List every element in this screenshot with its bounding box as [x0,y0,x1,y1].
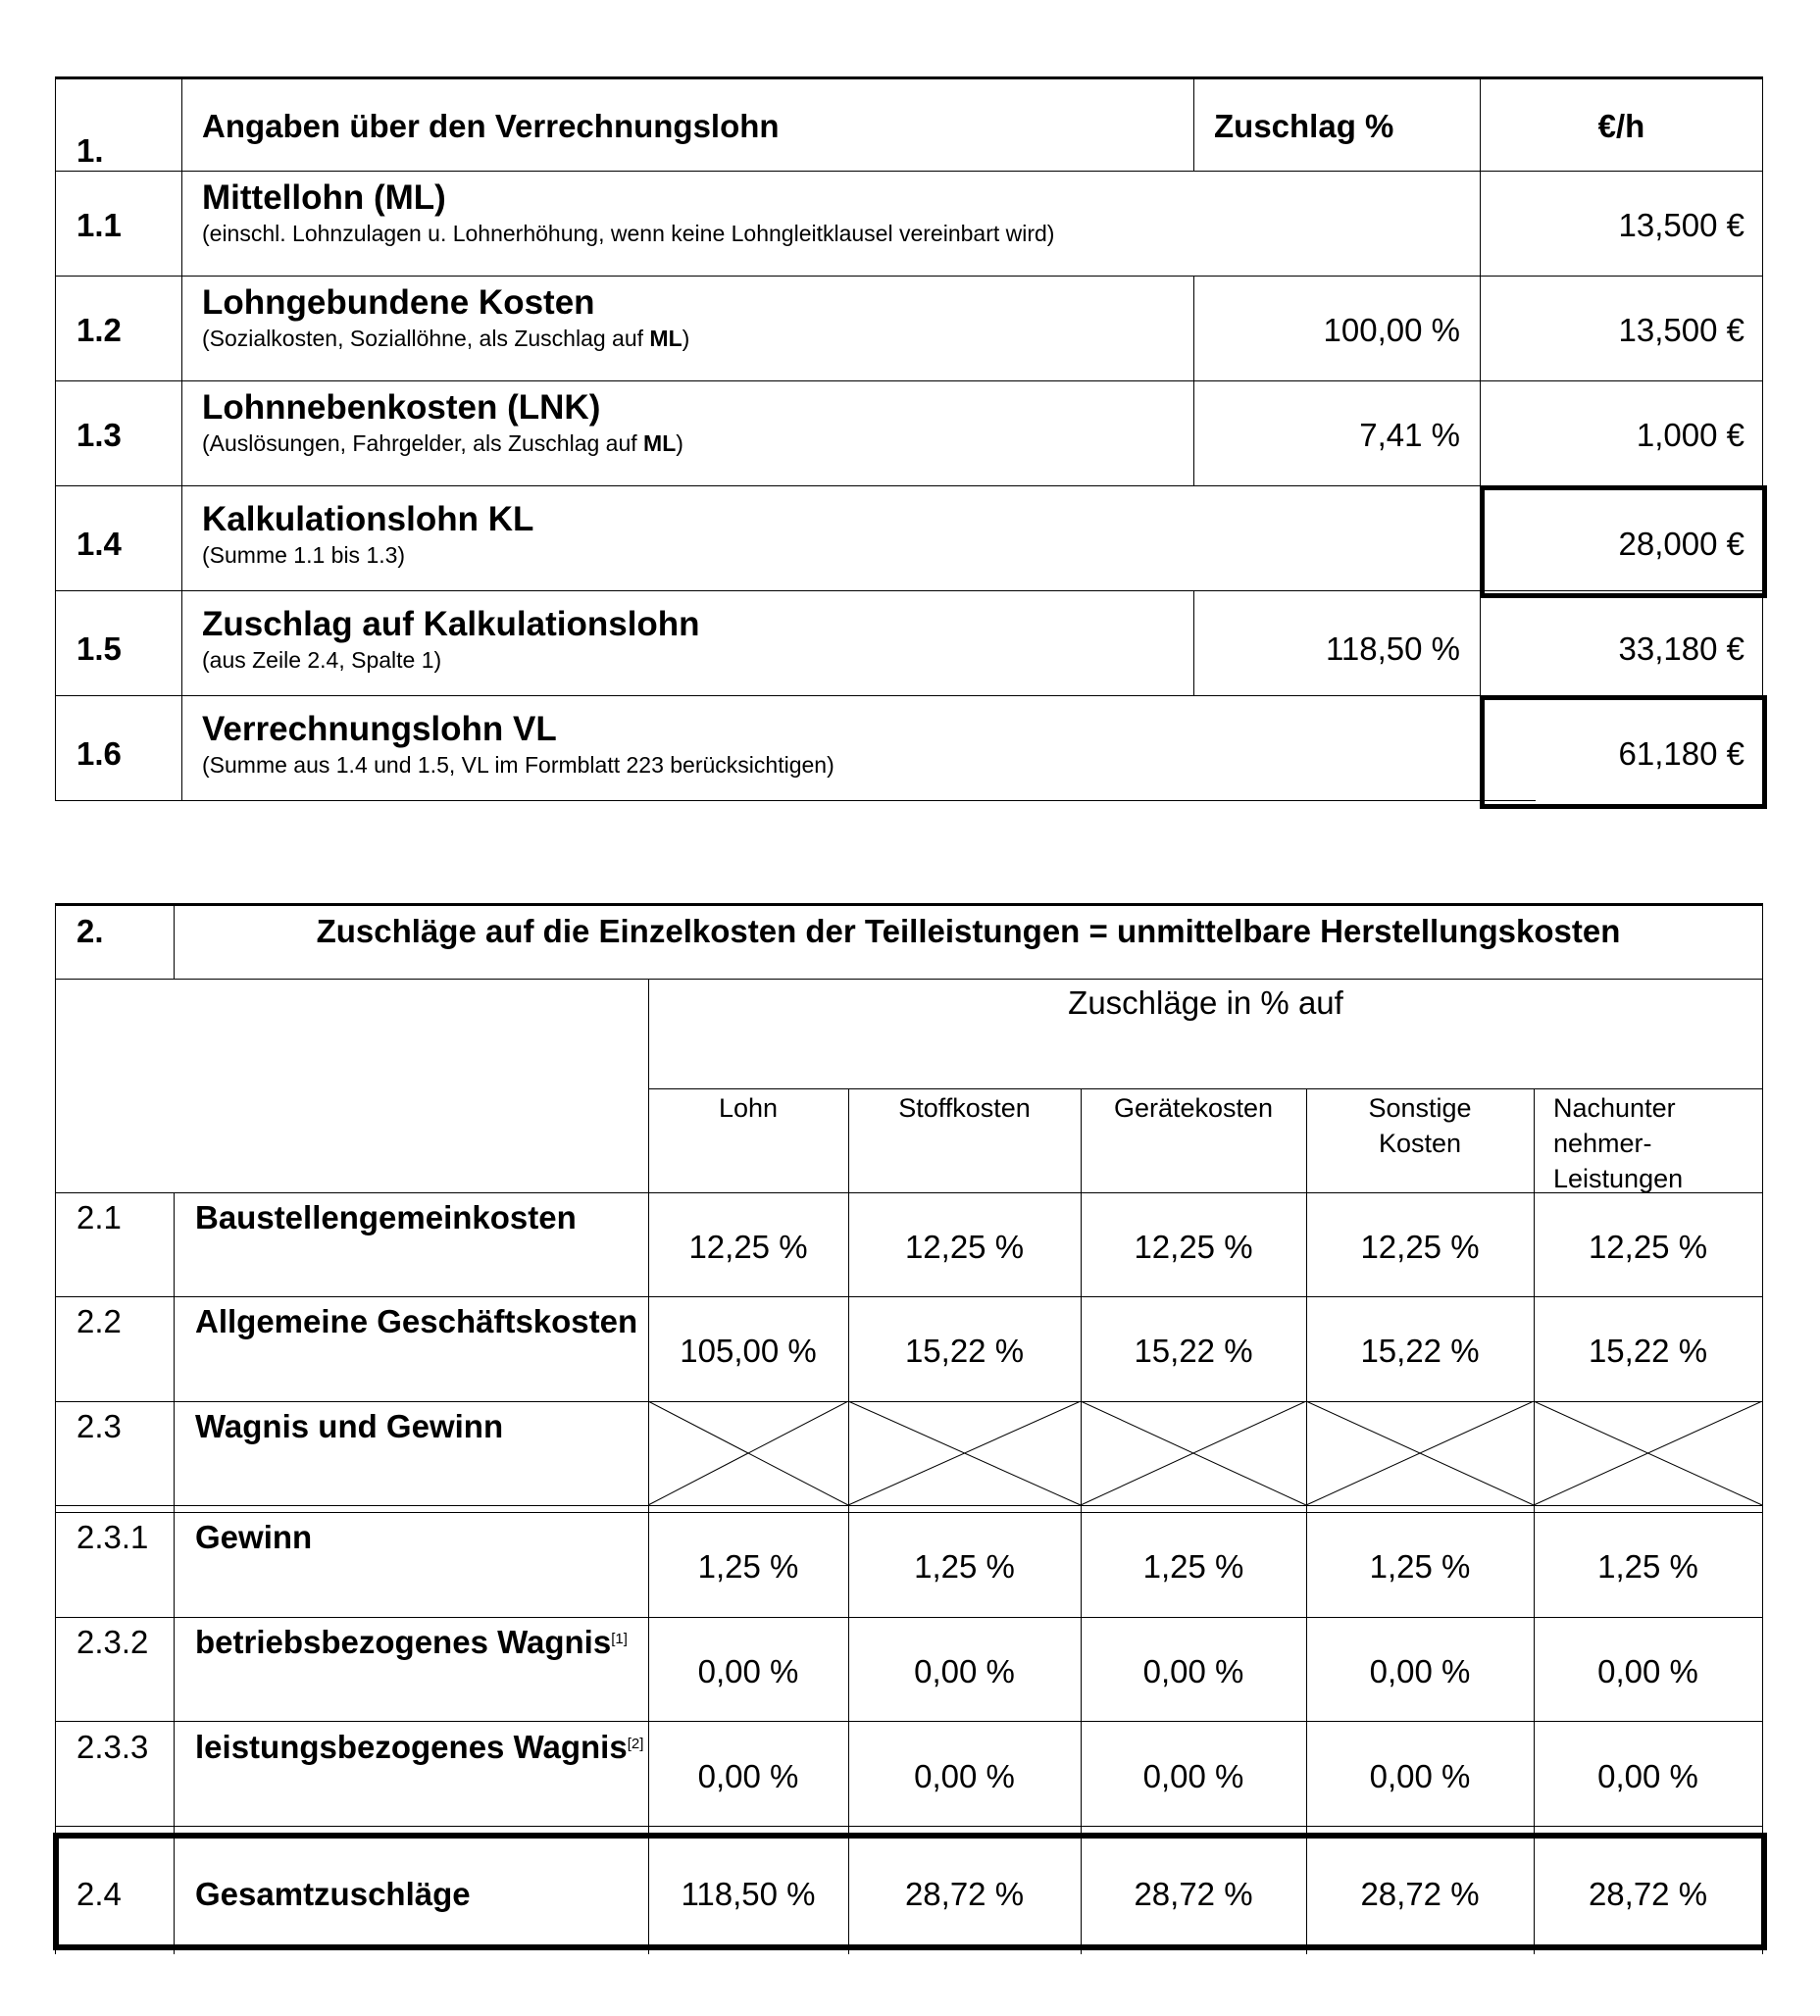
column-header-geraetekosten: Gerätekosten [1113,1093,1274,1123]
row-title: Kalkulationslohn KL [202,500,534,538]
column-header-rate: €/h [1597,108,1645,144]
row-title: Zuschlag auf Kalkulationslohn [202,605,700,643]
value-lohn: 0,00 % [697,1653,799,1689]
row-title: Mittellohn (ML) [202,178,446,217]
row-label: Baustellengemeinkosten [195,1199,577,1235]
column-header-percent: Zuschlag % [1214,108,1394,144]
row-number: 2.3.1 [76,1519,149,1555]
value-geraetekosten: 28,72 % [1134,1876,1253,1912]
value-stoffkosten: 1,25 % [914,1548,1015,1585]
row-number: 1.5 [76,630,122,667]
row-number: 1.4 [76,526,122,562]
value-nachunternehmer: 1,25 % [1597,1548,1698,1585]
value-stoffkosten: 0,00 % [914,1758,1015,1794]
value-lohn: 118,50 % [681,1876,816,1912]
row-subtitle: (Sozialkosten, Soziallöhne, als Zuschlag auf ML) [202,326,690,351]
value-stoffkosten: 28,72 % [904,1876,1025,1912]
section-title: Angaben über den Verrechnungslohn [202,108,780,144]
value-nachunternehmer: 15,22 % [1588,1333,1708,1369]
value-sonstige-kosten: 28,72 % [1360,1876,1480,1912]
section-number: 1. [76,132,104,169]
value-geraetekosten: 12,25 % [1134,1229,1253,1265]
footnote-marker[interactable]: [2] [627,1736,644,1752]
row-number: 2.4 [76,1876,122,1912]
row-number: 2.3 [76,1408,122,1444]
row-number: 2.3.3 [76,1729,149,1765]
row-label: Gesamtzuschläge [195,1876,471,1912]
row-number: 1.6 [76,735,122,772]
rate-value: 13,500 € [1618,312,1744,348]
value-nachunternehmer: 12,25 % [1588,1229,1708,1265]
row-subtitle: (Summe aus 1.4 und 1.5, VL im Formblatt 223 berücksichtigen) [202,752,834,778]
row-label: betriebsbezogenes Wagnis[1] [195,1624,628,1660]
percent-value: 118,50 % [1326,630,1460,667]
row-subtitle: (aus Zeile 2.4, Spalte 1) [202,647,442,673]
value-sonstige-kosten: 1,25 % [1369,1548,1471,1585]
value-lohn: 105,00 % [680,1333,817,1369]
section-number: 2. [76,913,104,949]
rate-value: 28,000 € [1618,526,1744,562]
percent-value: 7,41 % [1359,417,1460,453]
column-header-sonstige-kosten: Sonstige Kosten [1368,1093,1472,1158]
value-stoffkosten: 0,00 % [914,1653,1015,1689]
row-number: 1.3 [76,417,122,453]
row-number: 2.2 [76,1303,122,1339]
row-title: Lohngebundene Kosten [202,283,595,322]
value-sonstige-kosten: 0,00 % [1369,1758,1471,1794]
value-nachunternehmer: 0,00 % [1597,1653,1698,1689]
value-geraetekosten: 0,00 % [1142,1758,1244,1794]
value-lohn: 1,25 % [697,1548,799,1585]
value-stoffkosten: 12,25 % [904,1229,1025,1265]
crossed-out-cells [648,1401,1763,1506]
value-nachunternehmer: 0,00 % [1597,1758,1698,1794]
percent-value: 100,00 % [1323,312,1460,348]
rate-value: 13,500 € [1618,207,1744,243]
row-number: 1.1 [76,207,122,243]
column-header-stoffkosten: Stoffkosten [898,1093,1031,1123]
row-label: Allgemeine Geschäftskosten [195,1303,638,1339]
value-lohn: 0,00 % [697,1758,799,1794]
rate-value: 33,180 € [1618,630,1744,667]
section-title: Zuschläge auf die Einzelkosten der Teilleistungen = unmittelbare Herstellungskosten [316,913,1621,949]
row-label: Wagnis und Gewinn [195,1408,504,1444]
row-subtitle: (einschl. Lohnzulagen u. Lohnerhöhung, wenn keine Lohngleitklausel vereinbart wird) [202,221,1055,246]
row-title: Lohnnebenkosten (LNK) [202,388,601,427]
value-geraetekosten: 1,25 % [1142,1548,1244,1585]
value-geraetekosten: 0,00 % [1142,1653,1244,1689]
footnote-marker[interactable]: [1] [611,1631,628,1647]
value-sonstige-kosten: 15,22 % [1360,1333,1480,1369]
value-nachunternehmer: 28,72 % [1588,1876,1708,1912]
column-header-lohn: Lohn [718,1093,779,1123]
row-label: leistungsbezogenes Wagnis[2] [195,1729,644,1765]
value-sonstige-kosten: 0,00 % [1369,1653,1471,1689]
row-number: 2.3.2 [76,1624,149,1660]
value-sonstige-kosten: 12,25 % [1360,1229,1480,1265]
value-stoffkosten: 15,22 % [904,1333,1025,1369]
value-geraetekosten: 15,22 % [1134,1333,1253,1369]
rate-value: 1,000 € [1636,417,1744,453]
row-label: Gewinn [195,1519,313,1555]
row-subtitle: (Auslösungen, Fahrgelder, als Zuschlag auf ML) [202,430,683,456]
row-subtitle: (Summe 1.1 bis 1.3) [202,542,406,568]
rate-value: 61,180 € [1618,735,1744,772]
row-number: 2.1 [76,1199,122,1235]
group-header: Zuschläge in % auf [1068,984,1343,1021]
value-lohn: 12,25 % [688,1229,808,1265]
column-header-nachunternehmer: Nachunter nehmer- Leistungen [1553,1093,1684,1193]
row-number: 1.2 [76,312,122,348]
row-title: Verrechnungslohn VL [202,710,557,748]
